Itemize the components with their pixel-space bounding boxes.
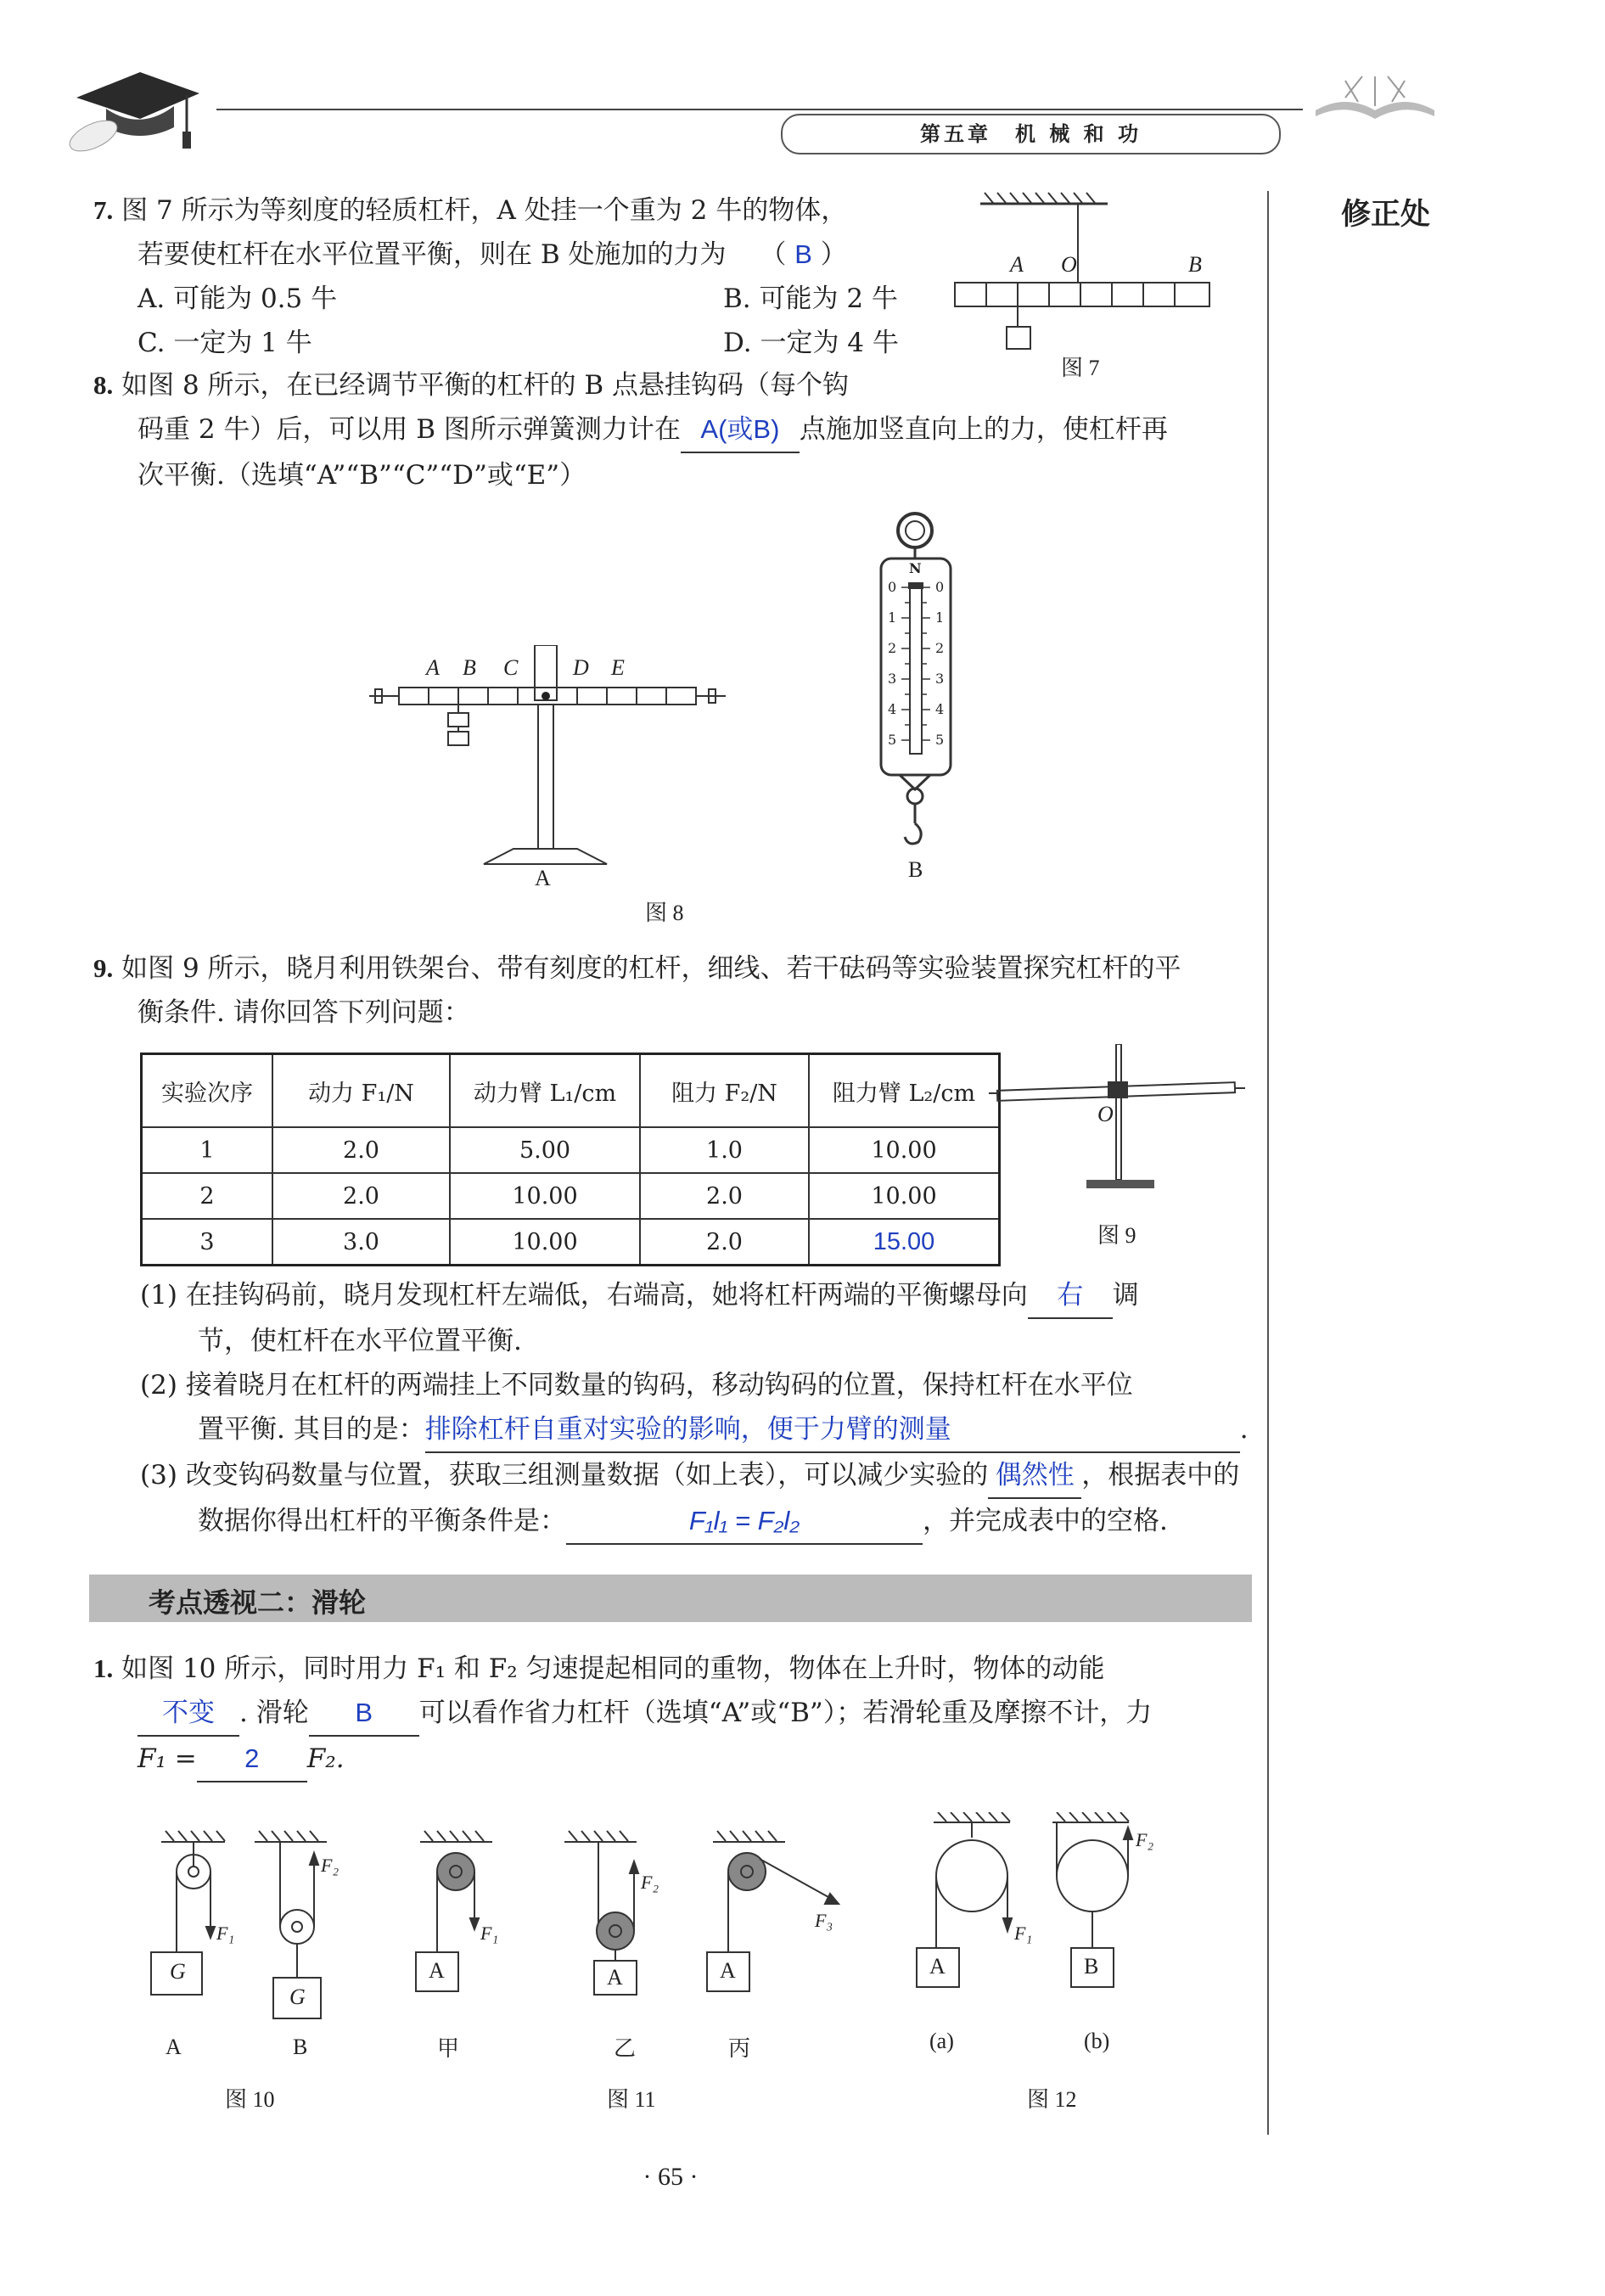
table-cell: 10.00: [450, 1173, 640, 1219]
figure-8-spring-scale: [866, 509, 985, 883]
table-row: [142, 1127, 1000, 1173]
header-rule: [216, 109, 1303, 110]
section-title: 考点透视二：滑轮: [149, 1586, 367, 1619]
subfigure-label-a-paren: (a): [929, 2029, 954, 2053]
answer: B: [794, 239, 812, 269]
box-a: A: [929, 1954, 946, 1979]
open-book-icon: [1311, 72, 1439, 123]
pulley-figures: [136, 1812, 1239, 2126]
table-cell: 10.00: [809, 1173, 1000, 1219]
answer-paren: （ B ）: [760, 239, 847, 270]
tick-right-5: 5: [935, 732, 945, 748]
page-number: · 65 ·: [643, 2163, 699, 2191]
answer-blank: F₁l₁ = F₂l₂: [566, 1499, 923, 1545]
answer-blank: 右: [1028, 1273, 1113, 1319]
label-b: B: [1188, 252, 1202, 277]
question-text: 如图 10 所示，同时用力 F₁ 和 F₂ 匀速提起相同的重物，物体在上升时，物体的动能: [121, 1653, 1105, 1684]
section-bar: [89, 1575, 1252, 1622]
tick-left-5: 5: [888, 732, 897, 748]
table-row: [142, 1173, 1000, 1219]
table-header-row: [142, 1054, 1000, 1128]
figure-12-caption: 图 12: [1027, 2087, 1077, 2112]
question-9: [93, 946, 1265, 1035]
question-text: F₂.: [306, 1743, 345, 1774]
subpart-text: .: [1239, 1414, 1249, 1445]
force-label-f3: F₃: [815, 1910, 833, 1931]
option-c: C. 一定为 1 牛: [137, 328, 312, 358]
data-table: [140, 1053, 1001, 1266]
force-label-f1: F₁: [1014, 1923, 1033, 1944]
sub-label-b: B: [908, 857, 923, 882]
figure-11-caption: 图 11: [607, 2087, 656, 2112]
chapter-title: 第五章 机 械 和 功: [919, 121, 1142, 146]
question-text: 码重 2 牛）后，可以用 B 图所示弹簧测力计在: [137, 414, 681, 445]
answer-blank: 不变: [137, 1691, 239, 1737]
subpart-text: 数据你得出杠杆的平衡条件是：: [198, 1506, 566, 1536]
table-cell: 2.0: [640, 1173, 809, 1219]
table-cell: 5.00: [450, 1127, 640, 1173]
subpart-text: (1) 在挂钩码前，晓月发现杠杆左端低，右端高，她将杠杆两端的平衡螺母向: [140, 1280, 1028, 1311]
question-text: 如图 9 所示，晓月利用铁架台、带有刻度的杠杆，细线、若干砝码等实验装置探究杠杆的平: [121, 953, 1181, 984]
label-a: A: [1010, 252, 1024, 277]
tick-right-2: 2: [935, 640, 945, 656]
label-o: O: [1097, 1102, 1114, 1126]
force-label-f1: F₁: [216, 1923, 235, 1944]
option-d: D. 一定为 4 牛: [723, 328, 899, 358]
tick-right-1: 1: [935, 609, 945, 626]
subpart-text: 置平衡. 其目的是：: [198, 1414, 425, 1445]
subpart-text: 调: [1112, 1280, 1139, 1311]
box-g: G: [170, 1959, 186, 1984]
pulley-question-1: [93, 1647, 1265, 1782]
table-cell: 1: [142, 1127, 273, 1173]
table-cell: 10.00: [809, 1127, 1000, 1173]
tick-left-1: 1: [888, 609, 897, 626]
table-cell: 2: [142, 1173, 273, 1219]
subfigure-label-yi: 乙: [614, 2036, 637, 2061]
answer-blank: B: [309, 1691, 419, 1737]
question-text: 衡条件. 请你回答下列问题：: [137, 997, 470, 1028]
subpart-text: (2) 接着晓月在杠杆的两端挂上不同数量的钩码，移动钩码的位置，保持杠杆在水平位: [140, 1370, 1133, 1401]
figure-caption: 图 9: [1097, 1223, 1136, 1248]
table-row: [142, 1219, 1000, 1266]
question-text: 如图 8 所示，在已经调节平衡的杠杆的 B 点悬挂钩码（每个钩: [121, 370, 850, 401]
question-text: 若要使杠杆在水平位置平衡，则在 B 处施加的力为: [137, 239, 727, 270]
lever-label-e: E: [611, 655, 625, 680]
lever-label-a: A: [426, 655, 440, 680]
table-cell: 2.0: [272, 1173, 450, 1219]
table-header: 动力臂 L₁/cm: [450, 1054, 640, 1128]
question-number: 9.: [93, 953, 114, 983]
tick-right-0: 0: [935, 579, 945, 595]
subfigure-label-bing: 丙: [728, 2036, 751, 2061]
q9-subparts: [140, 1273, 1260, 1545]
figure-caption: 图 7: [1061, 356, 1100, 380]
subfigure-label-jia: 甲: [437, 2036, 460, 2061]
subfigure-label-b-paren: (b): [1084, 2029, 1110, 2053]
tick-left-2: 2: [888, 640, 897, 656]
figure-8-lever: [365, 645, 730, 891]
subfigure-label-a: A: [166, 2035, 182, 2059]
tick-left-3: 3: [888, 671, 897, 687]
box-a: A: [607, 1965, 623, 1990]
table-header: 实验次序: [142, 1054, 273, 1128]
figure-8-caption: 图 8: [645, 901, 684, 925]
question-text: 次平衡.（选填“A”“B”“C”“D”或“E”）: [137, 460, 586, 491]
tick-right-4: 4: [935, 701, 945, 717]
question-number: 8.: [93, 370, 114, 400]
side-title: 修正处: [1341, 197, 1431, 232]
table-cell: 1.0: [640, 1127, 809, 1173]
lever-label-b: B: [463, 655, 476, 680]
lever-label-d: D: [573, 655, 589, 680]
question-text: F₁ =: [137, 1743, 197, 1774]
tick-right-3: 3: [935, 671, 945, 687]
scale-unit: N: [909, 560, 922, 576]
table-header: 阻力 F₂/N: [640, 1054, 809, 1128]
lever-label-c: C: [503, 655, 519, 680]
answer-blank: A(或B): [681, 407, 800, 453]
subpart-text: (3) 改变钩码数量与位置，获取三组测量数据（如上表），可以减少实验的: [140, 1460, 989, 1490]
force-label-f1: F₁: [480, 1923, 499, 1944]
subpart-text: ，并完成表中的空格.: [923, 1506, 1168, 1536]
margin-divider: [1267, 191, 1269, 2135]
question-text: 图 7 所示为等刻度的轻质杠杆，A 处挂一个重为 2 牛的物体，: [121, 195, 848, 226]
box-a: A: [720, 1958, 736, 1983]
subpart-text: 节，使杠杆在水平位置平衡.: [198, 1326, 522, 1356]
answer-blank: 偶然性: [988, 1453, 1081, 1499]
subfigure-label-b: B: [293, 2035, 308, 2059]
tick-left-4: 4: [888, 701, 897, 717]
box-b: B: [1084, 1954, 1099, 1979]
box-a: A: [429, 1958, 445, 1983]
subpart-text: ，根据表中的: [1081, 1460, 1240, 1490]
graduation-cap-icon: [59, 59, 204, 157]
figure-9: [989, 1044, 1252, 1248]
force-label-f2: F₂: [641, 1872, 659, 1893]
question-number: 1.: [93, 1653, 114, 1683]
chapter-tab: [781, 114, 1281, 154]
table-cell: 2.0: [640, 1219, 809, 1266]
table-cell: 2.0: [272, 1127, 450, 1173]
question-text: . 滑轮: [239, 1698, 309, 1728]
box-g: G: [289, 1984, 306, 2009]
table-header: 阻力臂 L₂/cm: [809, 1054, 1000, 1128]
option-b: B. 可能为 2 牛: [723, 283, 898, 314]
label-o: O: [1061, 252, 1077, 277]
table-cell-answer: 15.00: [809, 1219, 1000, 1266]
question-text: 可以看作省力杠杆（选填“A”或“B”）；若滑轮重及摩擦不计，力: [418, 1698, 1153, 1728]
force-label-f2: F₂: [321, 1855, 340, 1876]
question-text: 点施加竖直向上的力，使杠杆再: [799, 414, 1168, 445]
option-a: A. 可能为 0.5 牛: [137, 283, 338, 314]
table-header: 动力 F₁/N: [272, 1054, 450, 1128]
question-8: [93, 363, 1265, 497]
figure-10-caption: 图 10: [225, 2087, 275, 2112]
sub-label-a: A: [535, 866, 551, 890]
answer-blank: 2: [197, 1737, 307, 1782]
force-label-f2: F₂: [1136, 1829, 1154, 1850]
question-7: [93, 188, 942, 365]
answer-blank: 排除杠杆自重对实验的影响，便于力臂的测量: [425, 1407, 1240, 1453]
question-number: 7.: [93, 195, 114, 225]
figure-7: [951, 191, 1222, 382]
table-cell: 3.0: [272, 1219, 450, 1266]
tick-left-0: 0: [888, 579, 897, 595]
table-cell: 10.00: [450, 1219, 640, 1266]
table-cell: 3: [142, 1219, 273, 1266]
